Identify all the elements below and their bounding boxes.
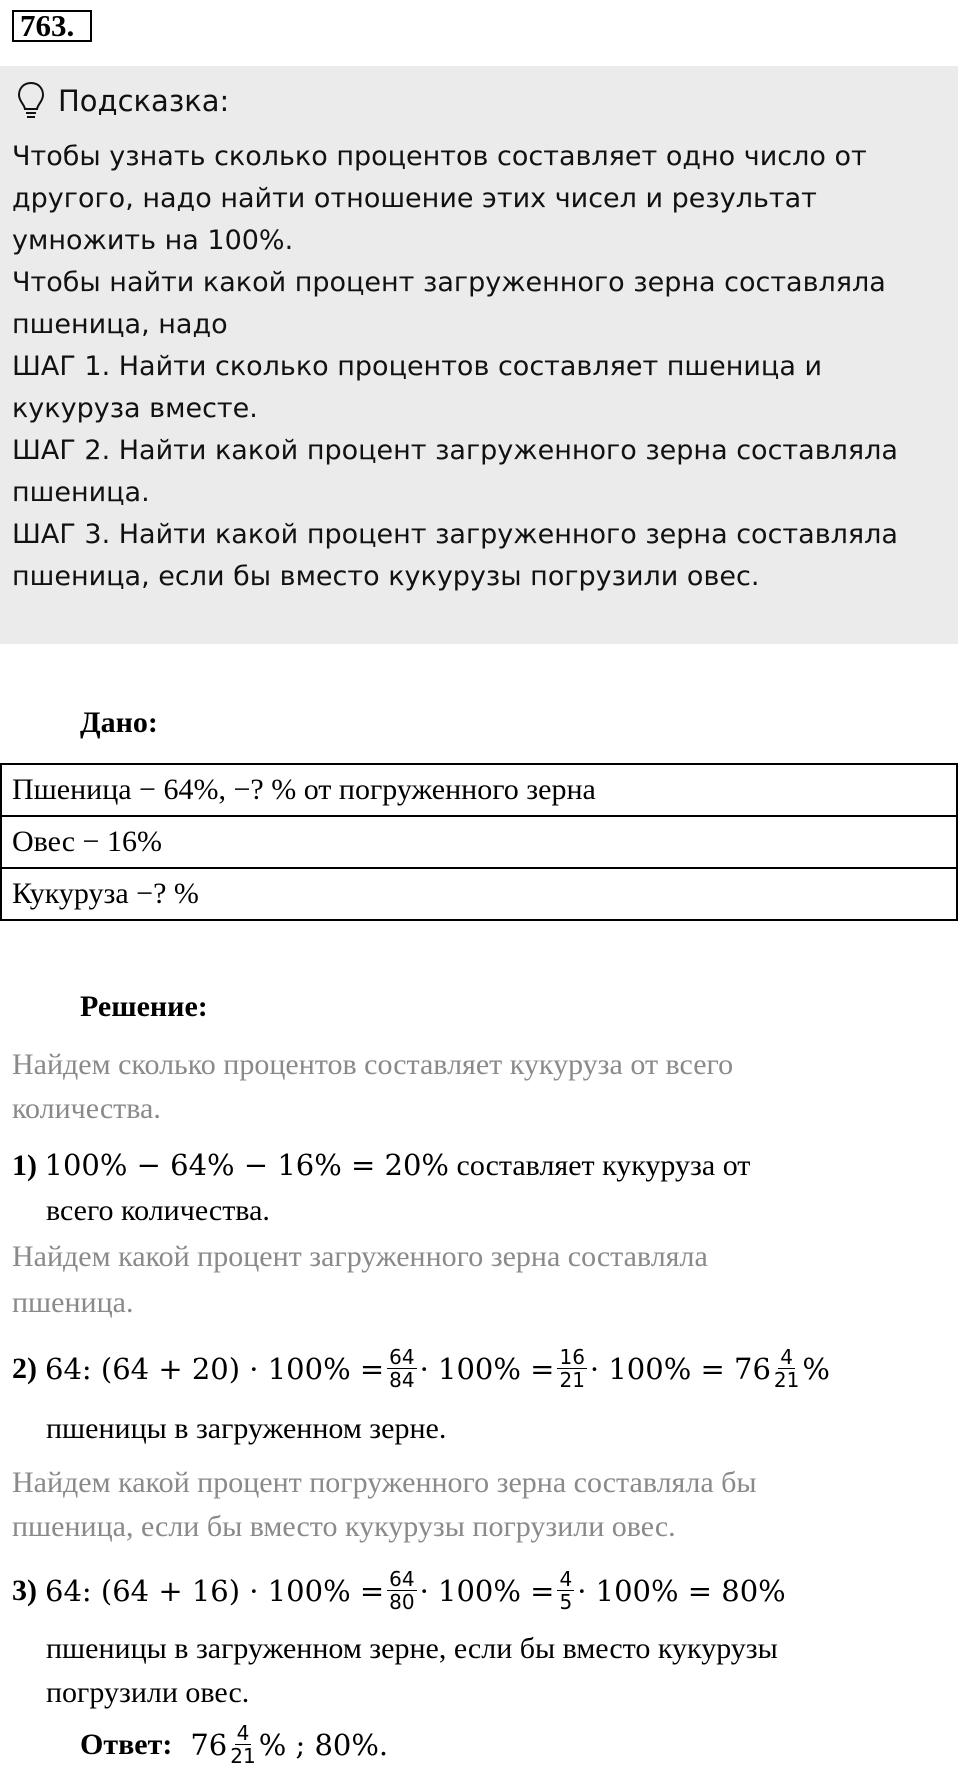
hint-step-3 (12, 514, 898, 556)
hint-line: пшеница, если бы вместо кукурузы погрузили овес. (12, 561, 760, 592)
fraction-numerator: 4 (780, 1345, 793, 1369)
fraction-denominator: 21 (230, 1744, 256, 1768)
lightbulb-icon (16, 81, 46, 121)
hint-line: умножить на 100%. (12, 225, 294, 256)
table-row (1, 764, 957, 816)
given-table (0, 763, 958, 921)
hint-title: Подсказка: (58, 84, 230, 118)
step-label: ШАГ 2. (12, 435, 111, 466)
hint-line: Чтобы найти какой процент загруженного зерна составляла (12, 267, 886, 298)
fraction (387, 1346, 416, 1391)
step-text: пшеницы в загруженном зерне. (46, 1412, 447, 1445)
fraction-denominator: 80 (389, 1590, 415, 1614)
hint-line: пшеница, надо (12, 309, 228, 340)
answer-value: % ; 80%. (258, 1727, 389, 1762)
step-number: 2) (12, 1351, 37, 1385)
math-expression: % (802, 1351, 830, 1386)
fraction-denominator: 5 (559, 1590, 573, 1614)
hint-line: другого, надо найти отношение этих чисел и результат (12, 183, 817, 214)
hint-line: пшеница. (12, 477, 150, 508)
hint-line: кукуруза вместе. (12, 393, 258, 424)
answer-line (80, 1722, 388, 1767)
hint-step-1 (12, 346, 822, 388)
math-expression: · 100% = (419, 1351, 555, 1386)
hint-line: Чтобы узнать сколько процентов составляет одно число от (12, 141, 867, 172)
solution-step-3 (12, 1568, 786, 1613)
step-text: Найти сколько процентов составляет пшеница и (118, 351, 822, 382)
table-row (1, 868, 957, 920)
step-text: составляет кукуруза от (449, 1149, 751, 1182)
fraction (387, 1568, 416, 1613)
step-text: всего количества. (46, 1194, 270, 1227)
explain-text: количества. (12, 1092, 161, 1125)
step-text: погрузили овес. (46, 1676, 250, 1709)
fraction-numerator: 4 (559, 1567, 573, 1591)
given-title: Дано: (80, 706, 158, 739)
fraction-numerator: 64 (389, 1345, 415, 1369)
step-label: ШАГ 1. (12, 351, 111, 382)
step-text: Найти какой процент загруженного зерна составляла (118, 519, 898, 550)
given-cell: Кукуруза −? % (1, 868, 957, 920)
math-expression: 64: (64 + 20) · 100% = (45, 1351, 385, 1386)
solution-step-2 (12, 1346, 830, 1391)
fraction (774, 1346, 799, 1391)
hint-step-2 (12, 430, 898, 472)
solution-step-1 (12, 1148, 750, 1183)
fraction (230, 1722, 255, 1767)
hint-panel (0, 66, 958, 644)
explain-text: пшеница, если бы вместо кукурузы погрузили овес. (12, 1510, 676, 1543)
math-expression: · 100% = 76 (589, 1351, 771, 1386)
fraction-denominator: 21 (559, 1368, 585, 1392)
fraction-numerator: 16 (559, 1345, 585, 1369)
math-expression: · 100% = 80% (577, 1573, 786, 1608)
step-number: 1) (12, 1149, 37, 1182)
fraction-denominator: 84 (389, 1368, 415, 1392)
fraction (557, 1346, 586, 1391)
answer-label: Ответ: (80, 1727, 173, 1761)
answer-value: 76 (190, 1727, 228, 1762)
given-cell: Пшеница − 64%, −? % от погруженного зерна (1, 764, 957, 816)
math-expression: 100% − 64% − 16% = 20% (44, 1148, 449, 1182)
explain-text: Найдем какой процент погруженного зерна составляла бы (12, 1466, 757, 1499)
task-number: 763. (12, 10, 92, 42)
fraction-numerator: 64 (389, 1567, 415, 1591)
explain-text: пшеница. (12, 1286, 134, 1319)
fraction (557, 1568, 574, 1613)
table-row (1, 816, 957, 868)
explain-text: Найдем сколько процентов составляет кукуруза от всего (12, 1048, 734, 1081)
explain-text: Найдем какой процент загруженного зерна составляла (12, 1240, 708, 1273)
step-number: 3) (12, 1573, 37, 1607)
given-cell: Овес − 16% (1, 816, 957, 868)
step-text: Найти какой процент загруженного зерна составляла (118, 435, 898, 466)
step-text: пшеницы в загруженном зерне, если бы вместо кукурузы (46, 1632, 778, 1665)
fraction-denominator: 21 (773, 1368, 800, 1392)
fraction-numerator: 4 (236, 1721, 250, 1745)
math-expression: 64: (64 + 16) · 100% = (45, 1573, 385, 1608)
step-label: ШАГ 3. (12, 519, 111, 550)
solution-title: Решение: (80, 990, 208, 1023)
hint-header (16, 74, 229, 128)
math-expression: · 100% = (419, 1573, 555, 1608)
